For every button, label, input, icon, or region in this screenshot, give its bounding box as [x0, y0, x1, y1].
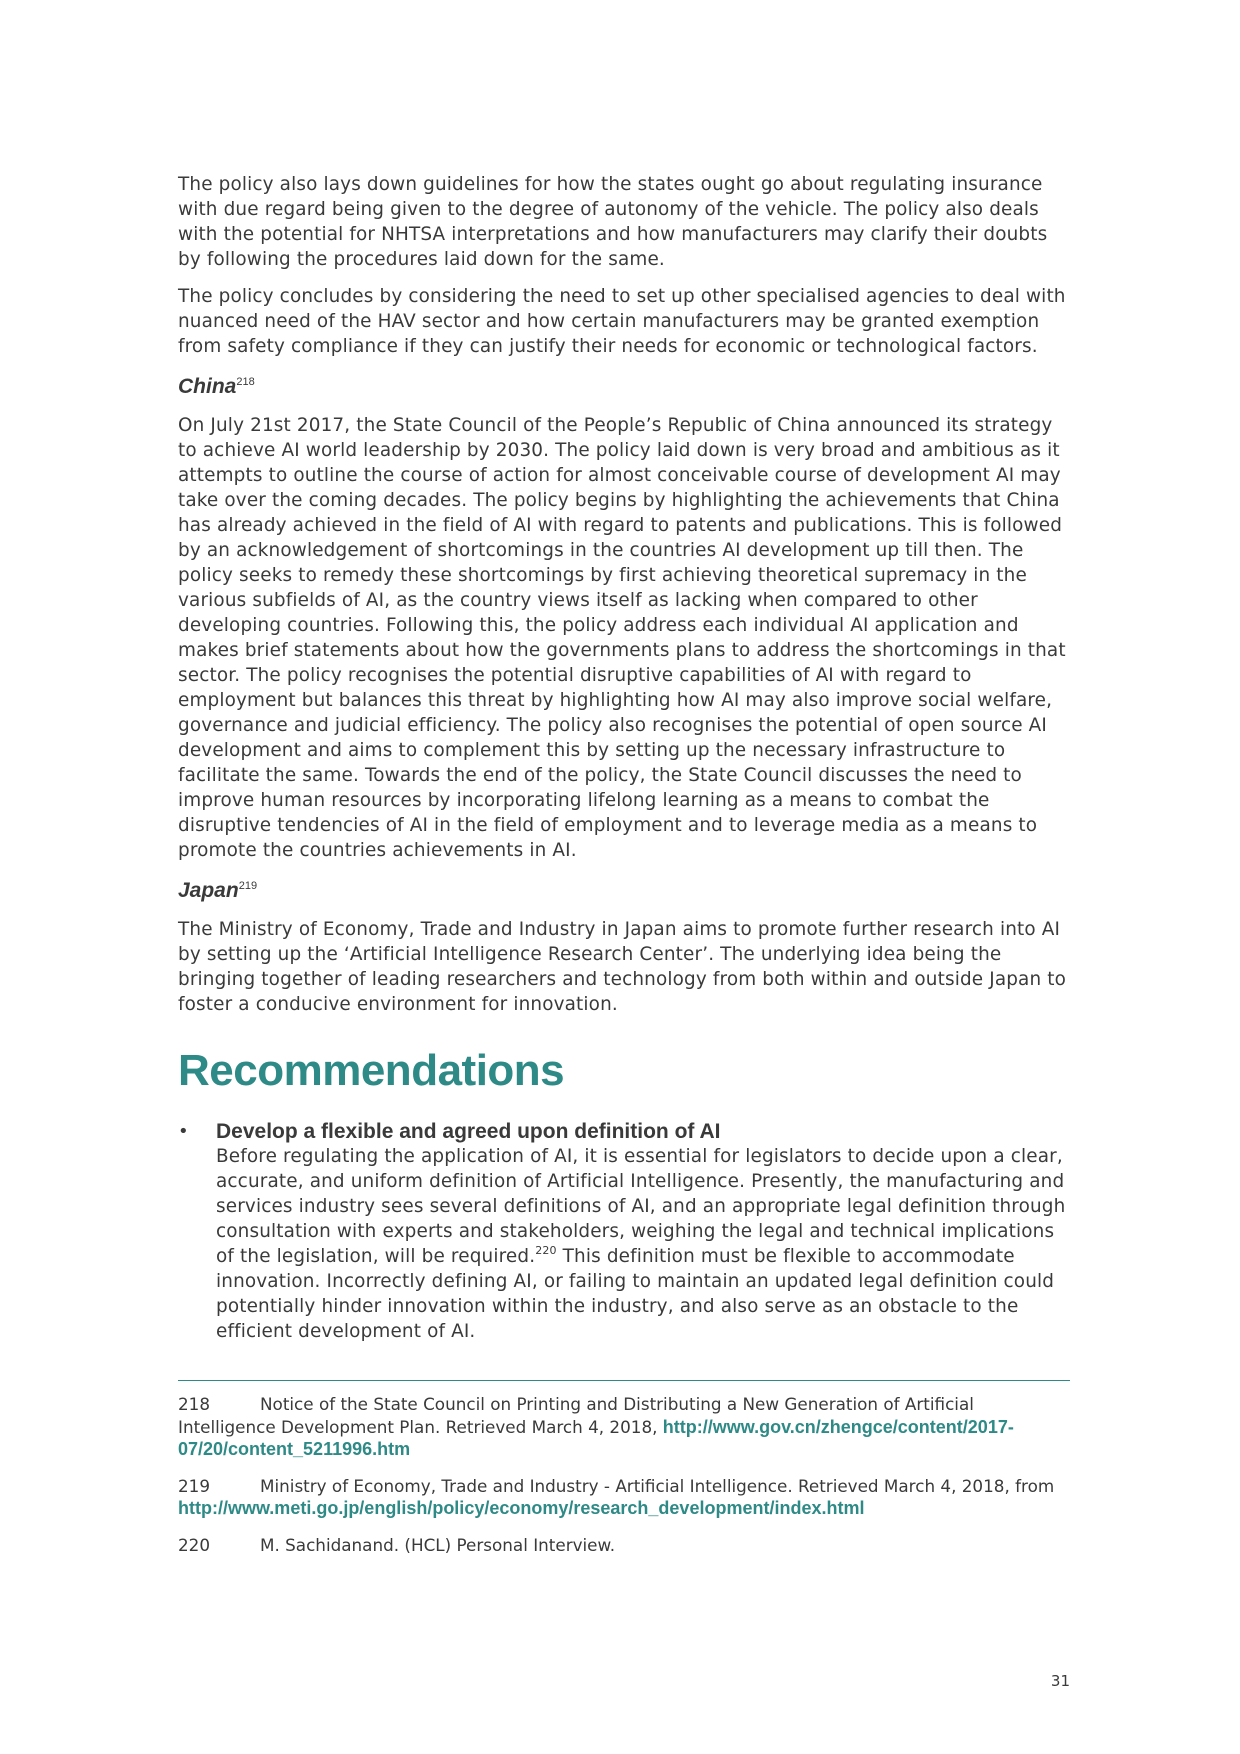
footnote-link[interactable]: http://www.gov.cn/zhengce/content/2017-07/20/content_5211996.htm: [178, 1416, 1014, 1459]
footnote-link[interactable]: http://www.meti.go.jp/english/policy/economy/research_development/index.html: [178, 1498, 865, 1518]
footnote-divider: [178, 1380, 1070, 1381]
footnote-text: M. Sachidanand. (HCL) Personal Interview.: [260, 1534, 616, 1555]
footnote-number: 220: [178, 1534, 211, 1555]
footnote-ref-220[interactable]: 220: [535, 1244, 557, 1257]
body-paragraph: The policy concludes by considering the need to set up other specialised agencies to deal with nuanced need of the HAV sector and how certain manufacturers may be granted exemption from safety compliance if they can justify their needs for economic or technological factors.: [178, 286, 1066, 357]
bullet-icon: •: [178, 1121, 189, 1142]
footnote-219: [178, 1475, 1070, 1520]
footnote-text: Ministry of Economy, Trade and Industry - Artificial Intelligence. Retrieved March 4, 2018, from: [260, 1475, 1055, 1496]
china-paragraph: On July 21st 2017, the State Council of the People’s Republic of China announced its strategy to achieve AI world leadership by 2030. The policy laid down is very broad and ambitious as it attempts to outline the course of action for almost conceivable course of development AI may take over the coming decades. The policy begins by highlighting the achievements that China has already achieved in the field of AI with regard to patents and publications. This is followed by an acknowledgement of shortcomings in the countries AI development up till then. The policy seeks to remedy these shortcomings by first achieving theoretical supremacy in the various subfields of AI, as the country views itself as lacking when compared to other developing countries. Following this, the policy address each individual AI application and makes brief statements about how the governments plans to address the shortcomings in that sector. The policy recognises the potential disruptive capabilities of AI with regard to employment but balances this threat by highlighting how AI may also improve social welfare, governance and judicial efficiency. The policy also recognises the potential of open source AI development and aims to complement this by setting up the necessary infrastructure to facilitate the same. Towards the end of the policy, the State Council discusses the need to improve human resources by incorporating lifelong learning as a means to combat the disruptive tendencies of AI in the field of employment and to leverage media as a means to promote the countries achievements in AI.: [178, 415, 1066, 861]
footnote-218: [178, 1393, 1070, 1461]
recommendation-text-part-2: This definition must be flexible to accommodate innovation. Incorrectly defining AI, or failing to maintain an updated legal definition could potentially hinder innovation within the industry, and also serve as an obstacle to the efficient development of AI.: [216, 1246, 1055, 1342]
footnote-number: 219: [178, 1475, 211, 1496]
japan-heading: [178, 877, 1070, 905]
japan-paragraph: The Ministry of Economy, Trade and Industry in Japan aims to promote further research into AI by setting up the ‘Artificial Intelligence Research Center’. The underlying idea being the bringing together of leading researchers and technology from both within and outside Japan to foster a conducive environment for innovation.: [178, 919, 1067, 1015]
page-content: [178, 172, 1070, 1570]
recommendation-text: [216, 1144, 1070, 1344]
footnote-text: Notice of the State Council on Printing and Distributing a New Generation of Artificial Intelligence Development Plan. Retrieved March 4, 2018,: [178, 1394, 974, 1437]
recommendation-item: [178, 1119, 1070, 1344]
recommendations-heading: Recommendations: [178, 1046, 565, 1095]
body-paragraph: The policy also lays down guidelines for how the states ought go about regulating insurance with due regard being given to the degree of autonomy of the vehicle. The policy also deals with the potential for NHTSA interpretations and how manufacturers may clarify their doubts by following the procedures laid down for the same.: [178, 174, 1048, 270]
footnote-number: 218: [178, 1394, 211, 1414]
footnote-220: [178, 1534, 1070, 1557]
japan-heading-text: Japan: [178, 879, 239, 902]
footnote-ref-219[interactable]: 219: [238, 880, 258, 892]
page-number: 31: [1050, 1672, 1070, 1690]
recommendation-title: Develop a flexible and agreed upon definition of AI: [216, 1120, 721, 1143]
recommendation-text-part-1: Before regulating the application of AI, it is essential for legislators to decide upon a clear, accurate, and uniform definition of Artificial Intelligence. Presently, the manufacturing and services industry sees several definitions of AI, and an appropriate legal definition through consultation with experts and stakeholders, weighing the legal and technical implications of the legislation, will be required.: [216, 1146, 1066, 1267]
china-heading-text: China: [178, 375, 237, 398]
china-heading: [178, 373, 1070, 401]
footnote-ref-218[interactable]: 218: [236, 376, 255, 388]
